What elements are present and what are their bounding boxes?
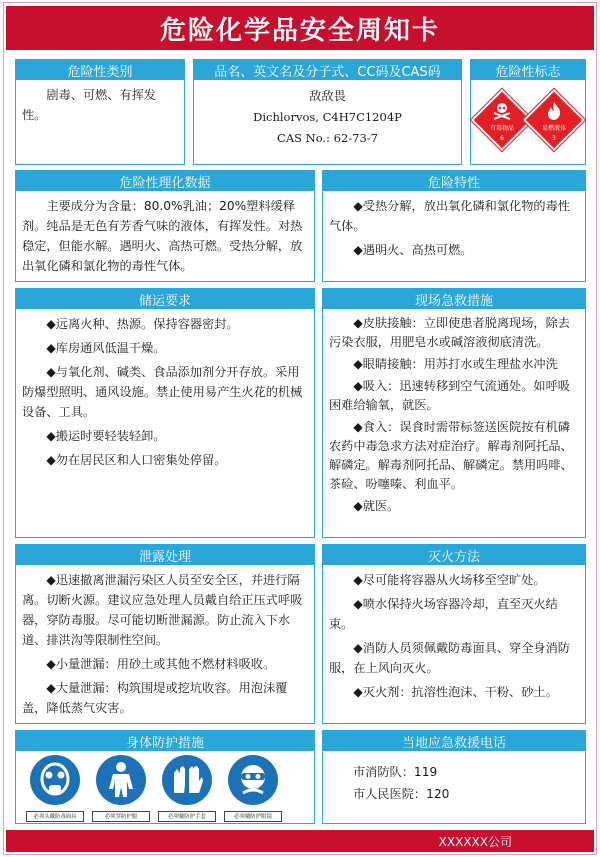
toxic-sign	[477, 92, 527, 152]
hazard-class-text: 剧毒、可燃、有挥发性。	[22, 88, 157, 122]
toxic-sign-number: 6	[500, 135, 504, 142]
storage-item: ◆库房通风低温干燥。	[46, 341, 166, 355]
ppe-label: 必须戴防护手套	[158, 811, 216, 822]
hazard-props-item: ◆遇明火、高热可燃。	[353, 243, 473, 257]
hazard-props-body	[329, 196, 579, 264]
physchem-text: 主要成分为含量：80.0%乳油；20%塑料缓释剂。纯品是无色有芳香气味的液体，有挥发性。对热稳定，但能水解。遇明火、高热可燃。受热分解，放出氧化磷和氯化物的毒性气体。	[22, 199, 303, 273]
ppe-item-goggles	[224, 755, 282, 827]
physchem-body	[22, 196, 308, 280]
flammable-sign-label: 易燃液体	[541, 125, 566, 132]
chemical-name: 敌敌畏	[309, 89, 346, 103]
ppe-item-gas-mask	[26, 755, 84, 827]
hazard-props-item: ◆受热分解，放出氧化磷和氯化物的毒性气体。	[329, 199, 570, 233]
cas-number: CAS No.: 62-73-7	[277, 131, 378, 145]
leak-panel	[15, 544, 315, 724]
leak-body	[22, 570, 308, 722]
identity-panel	[193, 59, 462, 165]
fire-item: ◆灭火剂：抗溶性泡沫、干粉、砂土。	[353, 685, 558, 699]
storage-item: ◆勿在居民区和人口密集处停留。	[46, 453, 227, 467]
identity-body	[200, 86, 455, 149]
ppe-header: 身体防护措施	[16, 731, 314, 751]
first-aid-body	[329, 314, 579, 516]
leak-item: ◆迅速撤离泄漏污染区人员至安全区，并进行隔离。切断火源。建议应急处理人员戴自给正压式呼吸器，穿防毒服。尽可能切断泄漏源。防止流入下水道、排洪沟等限制性空间。	[22, 573, 303, 647]
fire-header: 灭火方法	[323, 545, 585, 565]
hazard-class-header: 危险性类别	[16, 60, 184, 80]
gloves-icon	[162, 755, 212, 805]
storage-item: ◆与氧化剂、碱类、食品添加剂分开存放。采用防爆型照明、通风设施。禁止使用易产生火花的机械设备、工具。	[22, 365, 303, 419]
ppe-item-suit	[92, 755, 150, 827]
first-aid-header: 现场急救措施	[323, 289, 585, 309]
skull-crossbones-icon	[492, 102, 512, 120]
leak-item: ◆小量泄漏：用砂土或其他不燃材料吸收。	[46, 657, 276, 671]
ppe-panel	[15, 730, 315, 824]
storage-body	[22, 314, 308, 474]
hazard-class-panel	[15, 59, 185, 165]
emergency-body	[353, 761, 579, 805]
gas-mask-icon	[30, 755, 80, 805]
physchem-header: 危险性理化数据	[16, 171, 314, 191]
english-formula: Dichlorvos, C4H7C1204P	[253, 110, 402, 124]
leak-header: 泄露处理	[16, 545, 314, 565]
physchem-panel	[15, 170, 315, 282]
goggles-icon	[228, 755, 278, 805]
emergency-panel	[322, 730, 586, 824]
hazard-marks-header: 危险性标志	[471, 60, 585, 80]
fire-body	[329, 570, 579, 706]
ppe-item-gloves	[158, 755, 216, 827]
emergency-header: 当地应急救援电话	[323, 731, 585, 751]
flammable-sign	[529, 92, 579, 152]
hazard-diamonds	[471, 88, 585, 156]
ppe-label: 必须头戴防毒面具	[26, 811, 84, 822]
first-aid-panel	[322, 288, 586, 538]
toxic-sign-label: 有毒物品	[489, 125, 514, 132]
protective-suit-icon	[96, 755, 146, 805]
storage-panel	[15, 288, 315, 538]
leak-item: ◆大量泄漏：构筑围堤或挖坑收容。用泡沫覆盖，降低蒸气灾害。	[22, 681, 288, 715]
fire-brigade-phone: 市消防队：119	[353, 765, 438, 779]
hazard-class-body	[22, 85, 178, 129]
fire-item: ◆喷水保持火场容器冷却，直至灭火结束。	[329, 597, 558, 631]
flammable-sign-number: 3	[552, 135, 556, 142]
fire-item: ◆尽可能将容器从火场移至空旷处。	[353, 573, 546, 587]
ppe-label: 必须穿防护服	[92, 811, 150, 822]
fire-item: ◆消防人员须佩戴防毒面具、穿全身消防服，在上风向灭火。	[329, 641, 570, 675]
storage-header: 储运要求	[16, 289, 314, 309]
first-aid-item: ◆就医。	[353, 499, 400, 513]
flame-icon	[545, 101, 563, 121]
ppe-icons	[26, 755, 288, 827]
first-aid-item: ◆吸入：迅速转移到空气流通处。如呼吸困难给输氧，就医。	[329, 379, 570, 412]
hospital-phone: 市人民医院：120	[353, 787, 450, 801]
hazard-marks-panel	[470, 59, 586, 165]
card-title: 危险化学品安全周知卡	[159, 15, 440, 46]
ppe-label: 必须戴防护眼镜	[224, 811, 282, 822]
fire-panel	[322, 544, 586, 724]
first-aid-item: ◆眼睛接触：用苏打水或生理盐水冲洗	[353, 357, 558, 371]
card-footer	[6, 830, 594, 852]
hazard-props-header: 危险特性	[323, 171, 585, 191]
identity-header: 品名、英文名及分子式、CC码及CAS码	[194, 60, 461, 80]
storage-item: ◆远离火种、热源。保持容器密封。	[46, 317, 239, 331]
first-aid-item: ◆食入：误食时需带标签送医院按有机磷农药中毒急求方法对症治疗。解毒剂阿托品、解磷定。解毒剂阿托品、解磷定。禁用吗啡、茶硷、吩噻嗪、利血平。	[329, 420, 573, 491]
company-name: XXXXXX公司	[438, 835, 512, 849]
hazard-props-panel	[322, 170, 586, 282]
first-aid-item: ◆皮肤接触：立即使患者脱离现场，除去污染衣服，用肥皂水或碱溶液彻底清洗。	[329, 316, 570, 349]
card-header	[6, 6, 594, 50]
storage-item: ◆搬运时要轻装轻卸。	[46, 429, 166, 443]
